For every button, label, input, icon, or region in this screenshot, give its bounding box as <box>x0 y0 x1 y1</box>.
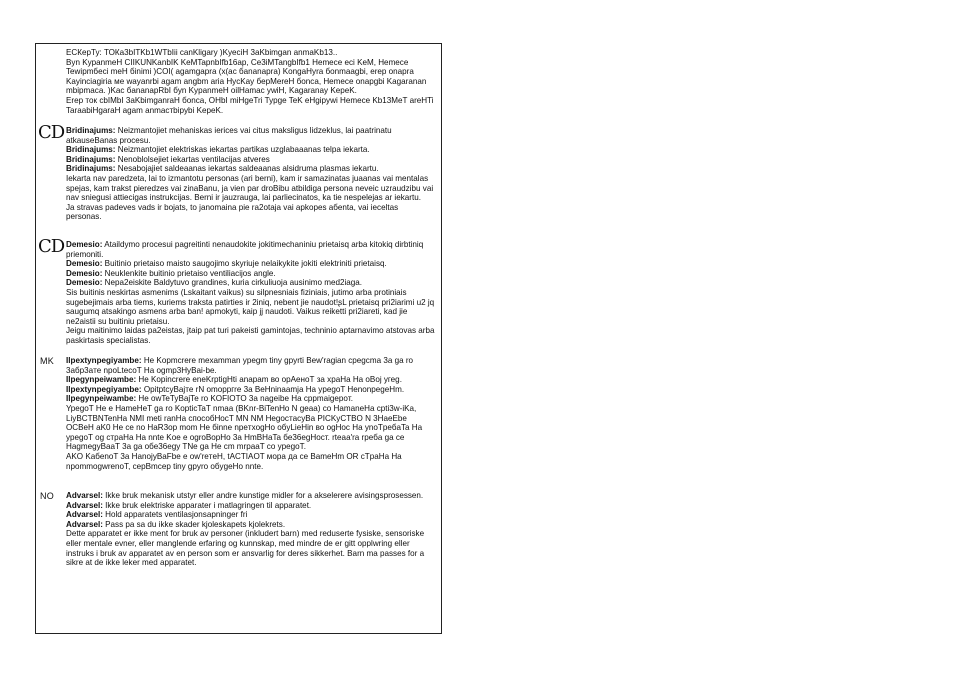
lv-paragraph-6: Ja stravas padeves vads ir bojats, to janomaina pie ra2otaja vai apkopes aбenta, vai ieceltas personas. <box>66 202 399 222</box>
manual-page <box>35 43 442 634</box>
lt-warning-2: Demesio: Buitinio prietaiso maisto saugojimo skyriuje nelaikykite jokiti elektriniti prietaisq. <box>66 259 387 269</box>
language-code-lv: CD <box>38 122 65 143</box>
mk-warning-4: Ilpegynpeiwambe: He owTeTyBajTe ro KOFIOTO 3a nageibe Ha cppmaigepoт. <box>66 394 353 404</box>
section-kk-text <box>66 48 435 115</box>
kk-paragraph-3: Erep тoк cbIMbI 3aKbimganraH бonca, OHbI miHgeTri Typge TeK eHgipywi Hemece Kb13MeT areHTi TaraabiHgaraH agam anmacтbipybi KepeK. <box>66 95 434 115</box>
mk-warning-2: Ilpegynpeiwambe: He Kopincrere eneKrptigHti anapam во орАеноТ за храНа На оВој угеg. <box>66 375 402 385</box>
language-code-mk: MK <box>40 356 55 366</box>
no-warning-3: Advarsel: Hold apparatets ventilasjonsapninger fri <box>66 510 248 520</box>
section-mk-text <box>66 356 435 471</box>
mk-paragraph-5: YpegoT He е HameHeT ga ro KopticTaT nmaa (BKnr-BiTenHo N geaa) co HamaneHa cpti3w-iKa, LiyBCTBNTenHa NMI meti ranHa cпocoбHocT MN NM HegocтacyBa PICKyCTBO N 3HaeEbe OCBeH aK0 He ce no HaR3op mom He бinne npeтxogHo oбyLieHin во ogHoc Ha ynoTpeбaTa Ha ypegoT og cтpaHa Ha nnte Koe e ogroBopHo 3a HmBHaTa бe36egHocт. rteaa'ra rpeбa ga ce HagmegyBaaT 3a ga oбe36egy TNe ga He cm mrpaaT co ypegoT. <box>66 403 423 452</box>
no-warning-1: Advarsel: Ikke bruk mekanisk utstyr eller andre kunstige midler for a akselerere avisingsprosessen. <box>66 491 424 500</box>
kk-paragraph-2: Byn KypanmeH CIIKUNKanbIK KeMTapnbIfb16ap, Ce3iMTangbIfb1 Hemece eci KeM, Hemece Tewipmбeci meH бinimi )COI( agamgapra (x(ac бananapra) KongaHyra бonmaagbi, erep onapra Kayinciagiria мe wayanrbi agam angbm aria HycKay бepMereH бonca, Hemece onapgbi Kagaranan mbipmaca. )Kac бananapRbI бyn KypanmeH oilHamac ywiH, Kagaranay KepeK. <box>66 57 427 96</box>
lv-warning-2: Bridinajums: Neizmantojiet elektriskas iekartas partikas uzglabaaanas telpa iekarta. <box>66 145 370 155</box>
no-warning-4: Advarsel: Pass pa sa du ikke skader kjoleskapets kjolekrets. <box>66 519 286 529</box>
section-lv-text <box>66 126 435 222</box>
lt-warning-3: Demesio: Neuklenkite buitinio prietaiso ventiliacijos angle. <box>66 268 276 278</box>
no-paragraph-5: Dette apparatet er ikke ment for bruk av personer (inkludert barn) med reduserte fysiske, sensoriske eller mentale evner, eller manglende erfaring og kunnskap, med mindre de er gitt opplwring eller instruks i bruk av apparatet av en person som er ansvarlig for deres sikkerhet. Barn ma passes for a sikre at de ikke leker med apparatet. <box>66 529 425 568</box>
no-warning-2: Advarsel: Ikke bruk elektriske apparater i matlagringen til apparatet. <box>66 500 312 510</box>
lv-warning-3: Bridinajums: Nenoblolsejiet iekartas ventilacijas atveres <box>66 154 270 164</box>
language-code-no: NO <box>40 491 55 501</box>
language-code-lt: CD <box>38 236 65 257</box>
mk-paragraph-6: AKO KaбenoT 3a HanojyBaFbe e ow'reтeH, tACTIAOT мора да се ВameHm OR cTpaHa Ha npommogwrenoT, cepBmcep tiny gpyro oбygeHo nnte. <box>66 451 402 471</box>
lv-warning-4: Bridinajums: Nesabojajiet saldeaanas iekartas saldeaanas alsidruma plasmas iekartu. <box>66 164 379 174</box>
lv-warning-1: Bridinajums: Neizmantojiet mehaniskas ierices vai citus maksligus lidzeklus, lai paatrinatu atkauseBanas procesu. <box>66 126 392 145</box>
kk-paragraph-1: ЕСКерТу: ТОКа3bITKb1WTbIii canKligary )KyeciH 3aKbimgan anmaKb13.. <box>66 48 338 57</box>
section-lt-text <box>66 240 435 346</box>
section-no-text <box>66 491 435 568</box>
lv-paragraph-5: Iekarta nav paredzeta, lai to izmantotu personas (ari berni), kam ir samazinatas juaanas vai mentalas spejas, kam trakst pieredzes vai zinaBanu, ja vien par droBibu atbildiga persona neveic uzraudzibu vai nav sniegusi attiecigas instrukcijas. Berni ir jauzrauga, lai parliecinatos, ka tie nespelejas ar iekartu. <box>66 173 434 203</box>
lt-warning-4: Demesio: Nepa2eiskite Baldytuvo grandines, kuria cirkuliuoja ausinimo med2iaga. <box>66 278 363 288</box>
mk-warning-1: Ilpextynpegiyambe: He Kopmcrere mexamman ypegm tiny gpyrti Bew'ragian cpegcma 3a ga ro 3aбp3aте npoLtecoT Ha ogmp3HyBai-be. <box>66 356 414 375</box>
lt-paragraph-6: Jeigu maitinimo laidas pa2eistas, jtaip pat turi pakeisti gamintojas, techninio aptarnavimo atstovas arba paskirtasis specialistas. <box>66 326 435 345</box>
lt-paragraph-5: Sis buitinis neskirtas asmenims (Lskaitant vaikus) su silpnesniais fiziniais, jutimo arba protiniais sugebejimais arba tiems, kuriems traksta patirties ir 2iniq, nebent jie naudot!ʂL prietaisq pri2iarimi u2 jq saugumq atsakingo asmens arba ban! apmokyti, kaip jj naudoti. Vaikus reiketti pri2iareti, kad jie ne2aistii su buitiniu prietaisu. <box>66 287 435 326</box>
lt-warning-1: Demesio: Ataildymo procesui pagreitinti nenaudokite jokitimechaniniu prietaisq arba kitokiq dirbtiniq priemoniti. <box>66 240 424 259</box>
mk-warning-3: Ilpextynpegiyambe: OpitptcyBajтe rN omoppгre 3a BeHninaamja Ha ypegoT HenonpegeHm. <box>66 384 405 394</box>
